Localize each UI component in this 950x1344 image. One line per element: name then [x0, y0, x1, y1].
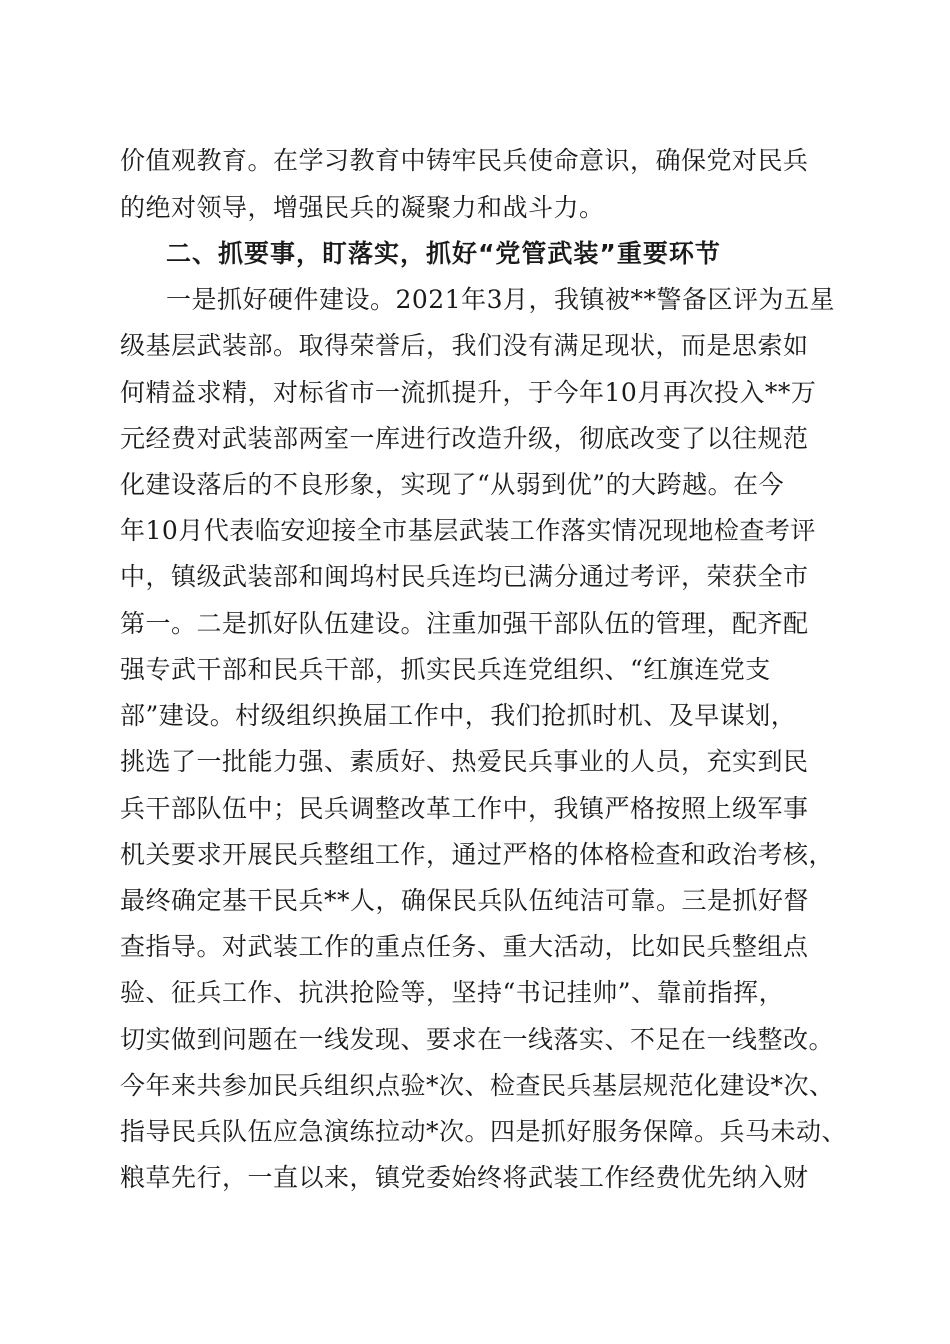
body-text-line: 级基层武装部。取得荣誉后，我们没有满足现状，而是思索如 — [120, 331, 809, 360]
section-heading: 二、抓要事，盯落实，抓好“党管武装”重要环节 — [166, 239, 721, 268]
body-text-line: 最终确定基干民兵**人，确保民兵队伍纯洁可靠。三是抓好督 — [120, 886, 810, 915]
body-text-line: 指导民兵队伍应急演练拉动*次。四是抓好服务保障。兵马未动、 — [120, 1117, 848, 1146]
body-text-line: 一是抓好硬件建设。2021年3月，我镇被**警备区评为五星 — [166, 285, 836, 314]
body-text-line: 价值观教育。在学习教育中铸牢民兵使命意识，确保党对民兵 — [120, 146, 809, 175]
body-text-line: 验、征兵工作、抗洪抢险等，坚持“书记挂帅”、靠前指挥， — [120, 978, 785, 1007]
body-text-line: 中，镇级武装部和闽坞村民兵连均已满分通过考评，荣获全市 — [120, 562, 809, 591]
body-text-line: 何精益求精，对标省市一流抓提升，于今年10月再次投入**万 — [120, 378, 817, 407]
body-text-line: 化建设落后的不良形象，实现了“从弱到优”的大跨越。在今 — [120, 470, 785, 499]
body-text-line: 第一。二是抓好队伍建设。注重加强干部队伍的管理，配齐配 — [120, 609, 809, 638]
body-text-line: 的绝对领导，增强民兵的凝聚力和战斗力。 — [120, 193, 605, 222]
body-text-line: 切实做到问题在一线发现、要求在一线落实、不足在一线整改。 — [120, 1025, 835, 1054]
body-text-line: 年10月代表临安迎接全市基层武装工作落实情况现地检查考评 — [120, 516, 816, 545]
body-text-line: 机关要求开展民兵整组工作，通过严格的体格检查和政治考核， — [120, 840, 835, 869]
body-text-line: 强专武干部和民兵干部，抓实民兵连党组织、“红旗连党支 — [120, 655, 771, 684]
body-text-line: 兵干部队伍中；民兵调整改革工作中，我镇严格按照上级军事 — [120, 794, 809, 823]
body-text-line: 部”建设。村级组织换届工作中，我们抢抓时机、及早谋划， — [120, 701, 797, 730]
body-text-line: 今年来共参加民兵组织点验*次、检查民兵基层规范化建设*次、 — [120, 1071, 835, 1100]
body-text-line: 挑选了一批能力强、素质好、热爱民兵事业的人员，充实到民 — [120, 747, 809, 776]
body-text-line: 元经费对武装部两室一库进行改造升级，彻底改变了以往规范 — [120, 424, 809, 453]
body-text-line: 查指导。对武装工作的重点任务、重大活动，比如民兵整组点 — [120, 932, 809, 961]
body-text-line: 粮草先行，一直以来，镇党委始终将武装工作经费优先纳入财 — [120, 1163, 809, 1192]
